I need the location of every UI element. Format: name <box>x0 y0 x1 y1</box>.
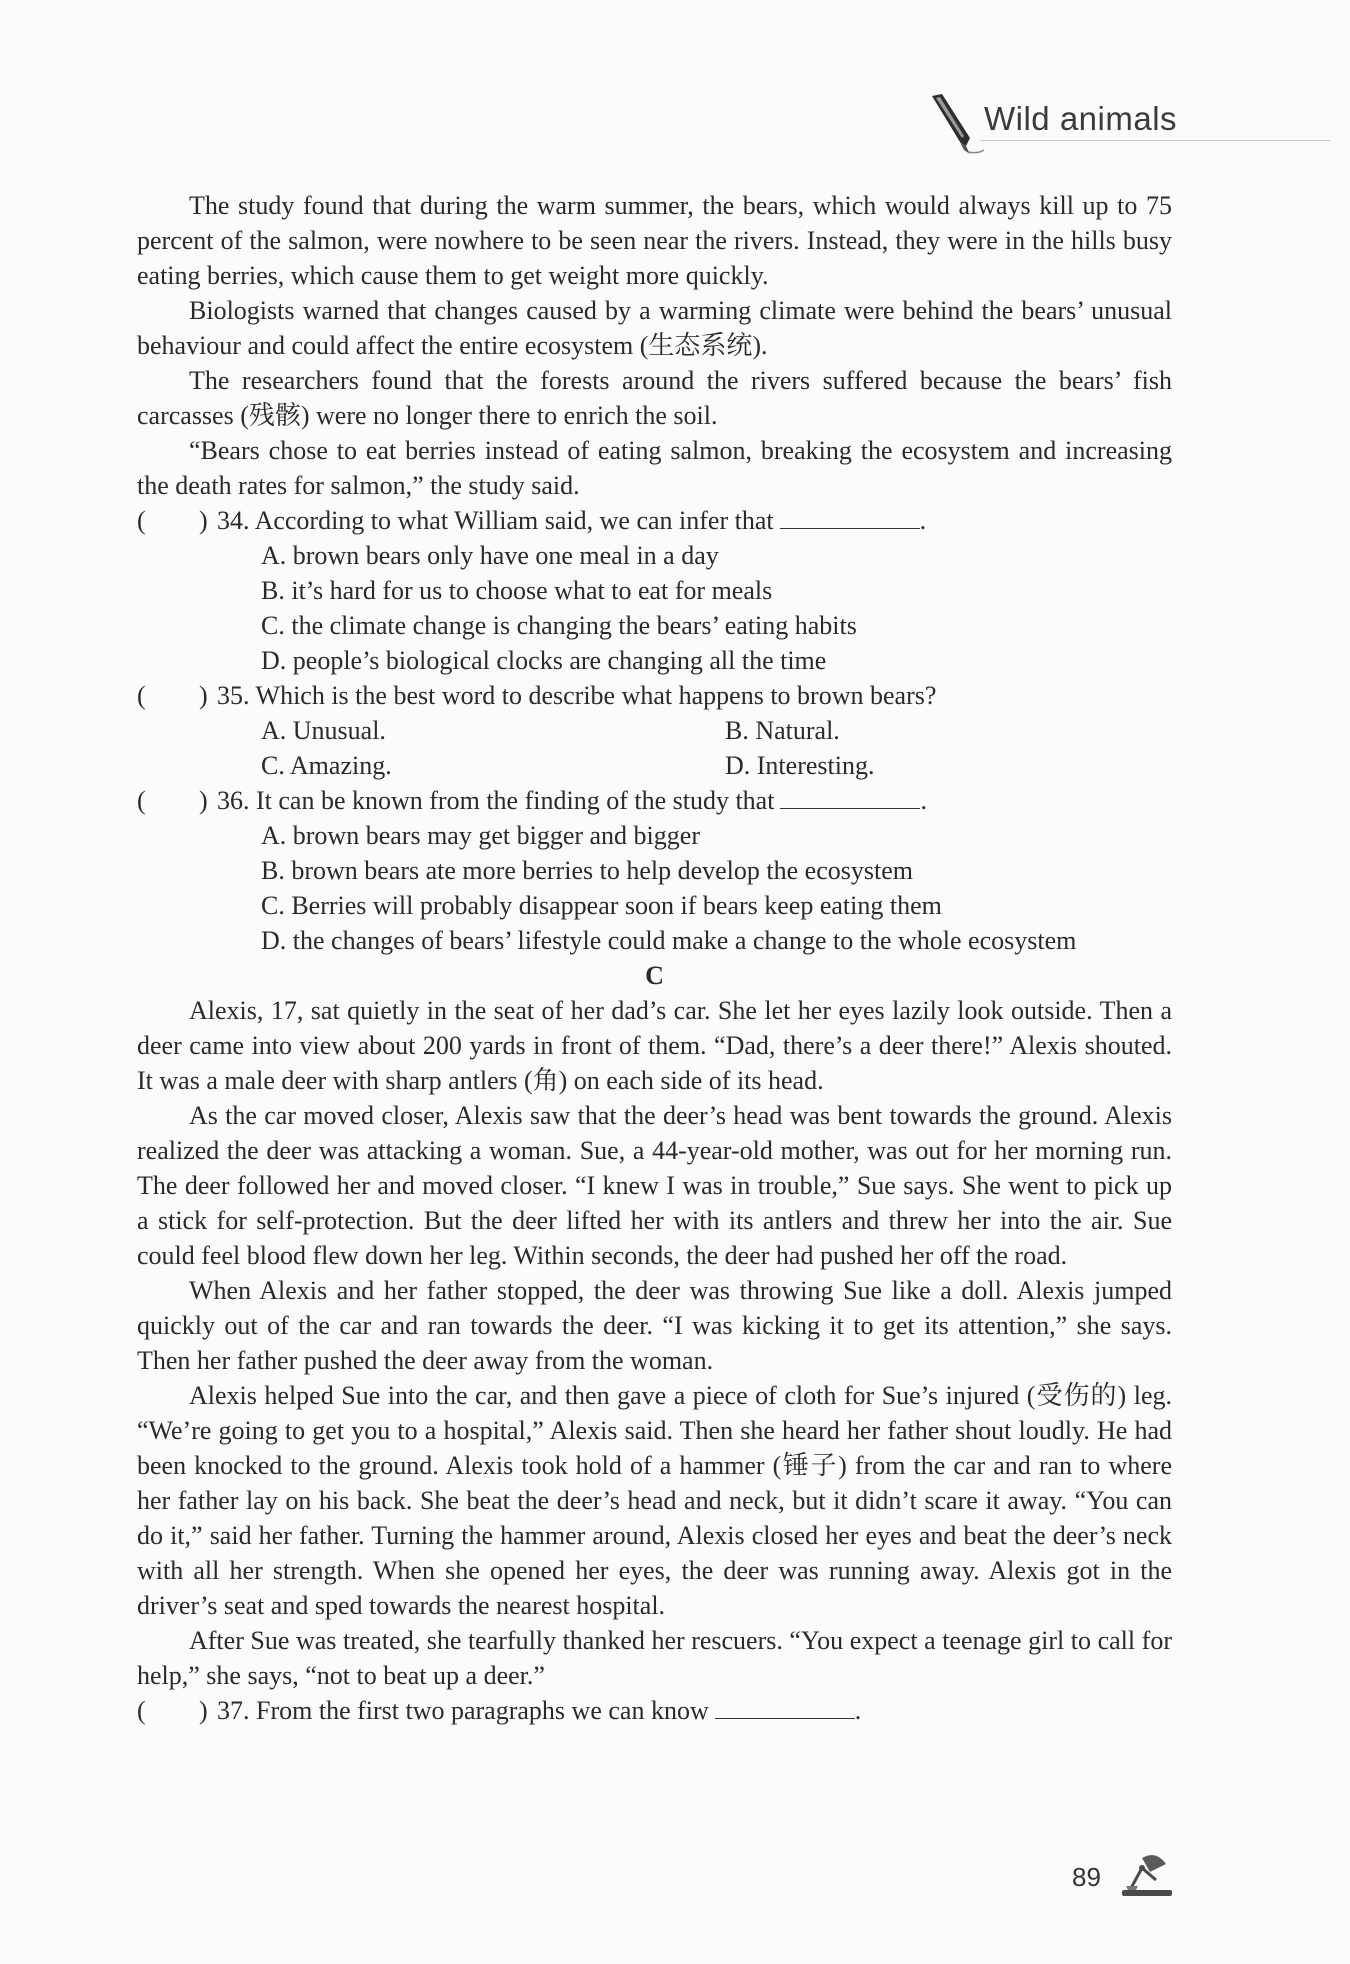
option-d: D. Interesting. <box>725 751 875 780</box>
question-36 <box>137 783 1172 818</box>
answer-bracket-open[interactable]: ( <box>137 1696 146 1725</box>
passage-paragraph: When Alexis and her father stopped, the deer was throwing Sue like a doll. Alexis jumped quickly out of the car and ran towards the deer. “I was kicking it to get its attention,” she says. Then her father pushed the deer away from the woman. <box>137 1276 1172 1375</box>
passage-paragraph: After Sue was treated, she tearfully thanked her rescuers. “You expect a teenage girl to call for help,” she says, “not to beat up a deer.” <box>137 1626 1172 1690</box>
option-c: C. Berries will probably disappear soon if bears keep eating them <box>261 891 942 920</box>
question-stem: 36. It can be known from the finding of the study that <box>217 786 775 815</box>
header-title: Wild animals <box>984 100 1178 137</box>
passage-paragraph: As the car moved closer, Alexis saw that the deer’s head was bent towards the ground. Alexis realized the deer was attacking a woman. Sue, a 44-year-old mother, was out for her morning run. The deer followed her and moved closer. “I knew I was in trouble,” Sue says. She went to pick up a stick for self-protection. But the deer lifted her with its antlers and threw her into the air. Sue could feel blood flew down her leg. Within seconds, the deer had pushed her off the road. <box>137 1101 1172 1270</box>
desk-lamp-icon <box>1116 1850 1180 1898</box>
page-footer <box>1072 1850 1182 1900</box>
question-text <box>217 503 926 538</box>
page-content <box>137 188 1172 1728</box>
page-header <box>920 92 1330 148</box>
answer-bracket-close: ) <box>199 506 208 535</box>
answer-bracket-open[interactable]: ( <box>137 681 146 710</box>
question-35 <box>137 678 1172 713</box>
option-a: A. brown bears only have one meal in a day <box>261 541 719 570</box>
option-c: C. Amazing. <box>261 751 392 780</box>
answer-bracket-open[interactable]: ( <box>137 506 146 535</box>
option-d: D. people’s biological clocks are changing all the time <box>261 646 827 675</box>
option-b: B. Natural. <box>725 716 840 745</box>
question-37 <box>137 1693 1172 1728</box>
passage-paragraph: “Bears chose to eat berries instead of eating salmon, breaking the ecosystem and increasing the death rates for salmon,” the study said. <box>137 436 1172 500</box>
passage-paragraph: Alexis helped Sue into the car, and then gave a piece of cloth for Sue’s injured (受伤的) leg. “We’re going to get you to a hospital,” Alexis said. Then she heard her father shout loudly. He had been knocked to the ground. Alexis took hold of a hammer (锤子) from the car and ran to where her father lay on his back. She beat the deer’s head and neck, but it didn’t scare it away. “You can do it,” said her father. Turning the hammer around, Alexis closed her eyes and beat the deer’s neck with all her strength. When she opened her eyes, the deer was running away. Alexis got in the driver’s seat and sped towards the nearest hospital. <box>137 1381 1172 1620</box>
passage-paragraph: The study found that during the warm summer, the bears, which would always kill up to 75 percent of the salmon, were nowhere to be seen near the rivers. Instead, they were in the hills busy eating berries, which cause them to get weight more quickly. <box>137 191 1172 290</box>
page-number: 89 <box>1072 1862 1101 1892</box>
option-row <box>137 713 1172 748</box>
answer-bracket-close: ) <box>199 681 208 710</box>
option-a: A. Unusual. <box>261 716 386 745</box>
passage-paragraph: Biologists warned that changes caused by a warming climate were behind the bears’ unusual behaviour and could affect the entire ecosystem (生态系统). <box>137 296 1172 360</box>
question-34 <box>137 503 1172 538</box>
section-label: C <box>645 961 664 990</box>
question-stem: 37. From the first two paragraphs we can know <box>217 1696 709 1725</box>
answer-bracket-close: ) <box>199 1696 208 1725</box>
header-rule <box>980 140 1330 141</box>
question-stem: 34. According to what William said, we can infer that <box>217 506 774 535</box>
option-row <box>137 748 1172 783</box>
question-stem: 35. Which is the best word to describe what happens to brown bears? <box>217 681 937 710</box>
option-b: B. it’s hard for us to choose what to eat for meals <box>261 576 773 605</box>
answer-blank[interactable] <box>780 786 920 809</box>
answer-bracket-close: ) <box>199 786 208 815</box>
option-b: B. brown bears ate more berries to help develop the ecosystem <box>261 856 913 885</box>
question-end: . <box>854 1696 862 1725</box>
passage-paragraph: Alexis, 17, sat quietly in the seat of her dad’s car. She let her eyes lazily look outside. Then a deer came into view about 200 yards in front of them. “Dad, there’s a deer there!” Alexis shouted. It was a male deer with sharp antlers (角) on each side of its head. <box>137 996 1172 1095</box>
pen-icon <box>926 92 986 156</box>
passage-paragraph: The researchers found that the forests around the rivers suffered because the bears’ fish carcasses (残骸) were no longer there to enrich the soil. <box>137 366 1172 430</box>
option-d: D. the changes of bears’ lifestyle could make a change to the whole ecosystem <box>261 926 1077 955</box>
question-end: . <box>920 786 927 815</box>
option-a: A. brown bears may get bigger and bigger <box>261 821 700 850</box>
question-text <box>217 783 927 818</box>
answer-blank[interactable] <box>715 1696 855 1719</box>
question-end: . <box>919 506 927 535</box>
option-c: C. the climate change is changing the bears’ eating habits <box>261 611 857 640</box>
answer-bracket-open[interactable]: ( <box>137 786 146 815</box>
question-text <box>217 1693 861 1728</box>
answer-blank[interactable] <box>780 506 920 529</box>
